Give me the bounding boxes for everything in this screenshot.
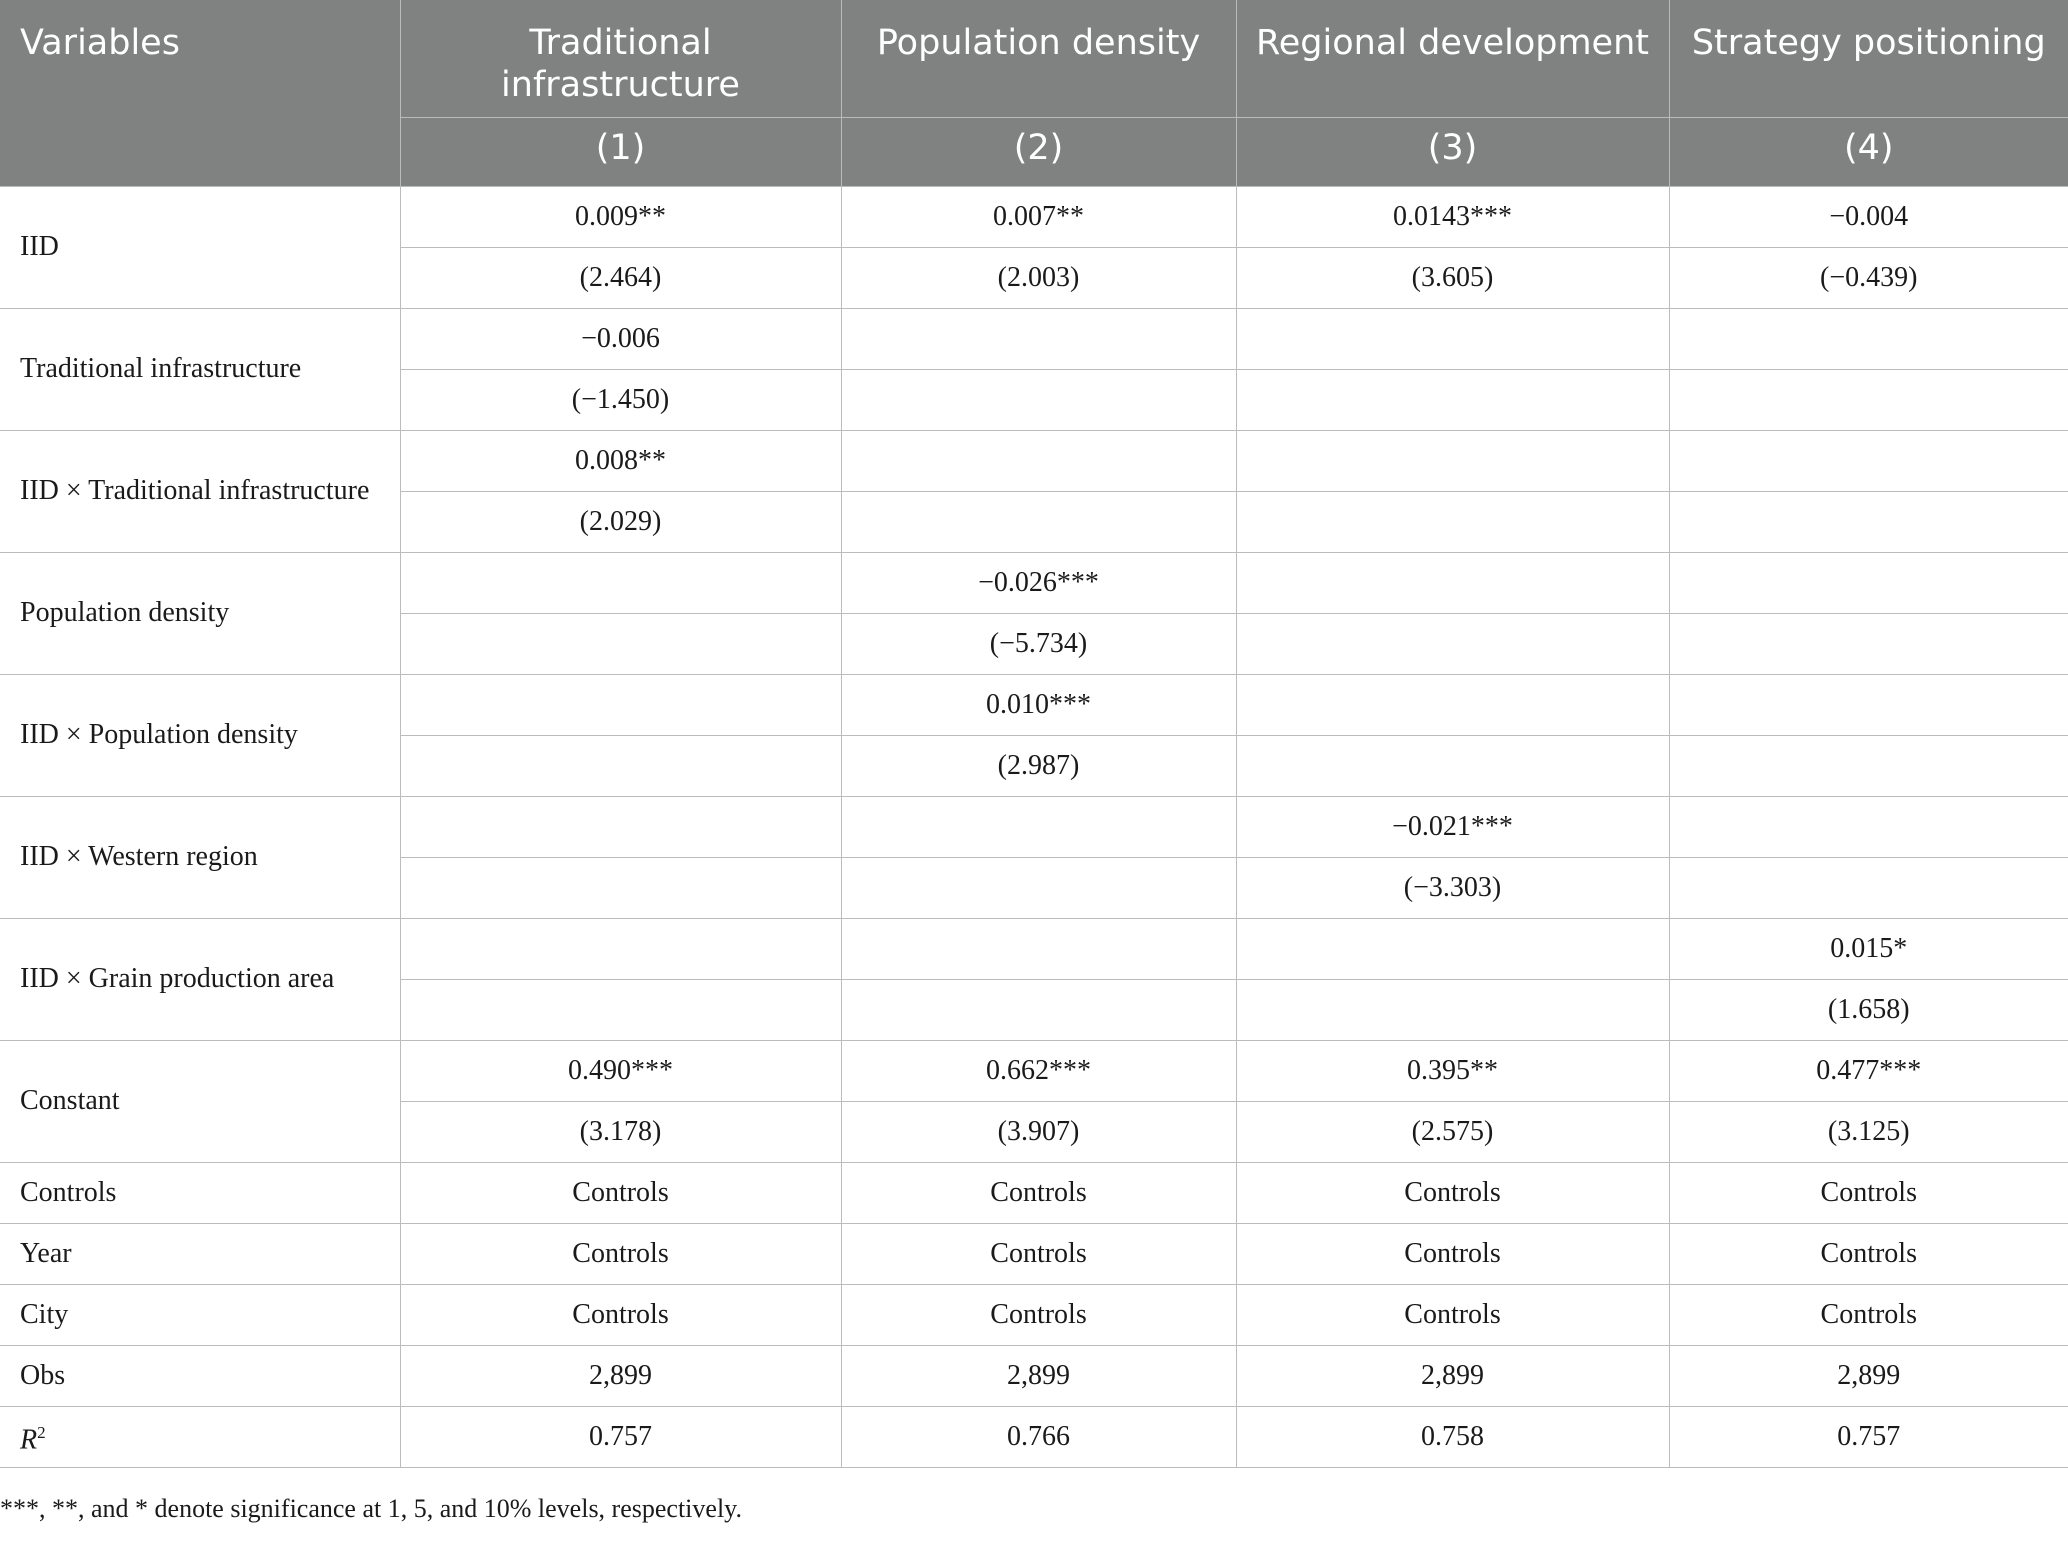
coef-cell (841, 796, 1236, 857)
value-cell: 2,899 (400, 1345, 841, 1406)
table-row (0, 1162, 2068, 1223)
tstat-cell (400, 979, 841, 1040)
coef-cell (1669, 552, 2068, 613)
row-label-population-density: Population density (0, 552, 400, 674)
value-cell: 0.758 (1236, 1406, 1669, 1467)
tstat-cell: (2.029) (400, 491, 841, 552)
value-cell: 2,899 (1236, 1345, 1669, 1406)
table-row (0, 552, 2068, 613)
table-header (0, 0, 2068, 186)
tstat-cell (1236, 491, 1669, 552)
table-row (0, 308, 2068, 369)
value-cell: Controls (1669, 1223, 2068, 1284)
r-squared-superscript: 2 (37, 1422, 46, 1442)
coef-cell: 0.0143*** (1236, 186, 1669, 247)
tstat-cell (841, 857, 1236, 918)
table-row (0, 1406, 2068, 1467)
coef-cell (841, 430, 1236, 491)
coef-cell (1236, 308, 1669, 369)
tstat-cell: (2.464) (400, 247, 841, 308)
tstat-cell (1669, 491, 2068, 552)
tstat-cell (1236, 613, 1669, 674)
tstat-cell (841, 491, 1236, 552)
row-label-r-squared (0, 1406, 400, 1467)
row-label-iid-population: IID × Population density (0, 674, 400, 796)
coef-cell (1669, 674, 2068, 735)
coef-cell: 0.662*** (841, 1040, 1236, 1101)
tstat-cell: (2.987) (841, 735, 1236, 796)
tstat-cell (841, 369, 1236, 430)
coef-cell: 0.007** (841, 186, 1236, 247)
value-cell: Controls (841, 1162, 1236, 1223)
value-cell: 2,899 (1669, 1345, 2068, 1406)
coef-cell: −0.026*** (841, 552, 1236, 613)
value-cell: 0.766 (841, 1406, 1236, 1467)
tstat-cell (841, 979, 1236, 1040)
coef-cell: 0.395** (1236, 1040, 1669, 1101)
value-cell: 2,899 (841, 1345, 1236, 1406)
table-row (0, 1284, 2068, 1345)
tstat-cell (400, 857, 841, 918)
row-label-iid: IID (0, 186, 400, 308)
coef-cell (1236, 430, 1669, 491)
tstat-cell: (1.658) (1669, 979, 2068, 1040)
column-header-3: Regional development (1236, 0, 1669, 117)
tstat-cell: (3.605) (1236, 247, 1669, 308)
value-cell: Controls (1236, 1284, 1669, 1345)
table-footnote: ***, **, and * denote significance at 1, 5, and 10% levels, respectively. (0, 1494, 742, 1523)
tstat-cell: (−1.450) (400, 369, 841, 430)
coef-cell (1669, 308, 2068, 369)
coef-cell: 0.010*** (841, 674, 1236, 735)
value-cell: Controls (400, 1223, 841, 1284)
tstat-cell (1236, 369, 1669, 430)
r-squared-base: R (20, 1424, 38, 1456)
tstat-cell: (2.003) (841, 247, 1236, 308)
tstat-cell: (−3.303) (1236, 857, 1669, 918)
coef-cell: 0.008** (400, 430, 841, 491)
row-label-iid-western: IID × Western region (0, 796, 400, 918)
value-cell: Controls (841, 1223, 1236, 1284)
coef-cell: 0.009** (400, 186, 841, 247)
tstat-cell: (−0.439) (1669, 247, 2068, 308)
column-header-2: Population density (841, 0, 1236, 117)
table-row (0, 674, 2068, 735)
column-number-1: (1) (400, 117, 841, 186)
coef-cell (1236, 918, 1669, 979)
tstat-cell: (−5.734) (841, 613, 1236, 674)
tstat-cell (1669, 613, 2068, 674)
row-label-year: Year (0, 1223, 400, 1284)
coef-cell: 0.490*** (400, 1040, 841, 1101)
coef-cell: −0.006 (400, 308, 841, 369)
table-row (0, 1345, 2068, 1406)
row-label-city: City (0, 1284, 400, 1345)
coef-cell (841, 308, 1236, 369)
value-cell: Controls (1236, 1223, 1669, 1284)
coef-cell (400, 674, 841, 735)
row-label-controls: Controls (0, 1162, 400, 1223)
coef-cell: 0.477*** (1669, 1040, 2068, 1101)
tstat-cell: (3.125) (1669, 1101, 2068, 1162)
value-cell: 0.757 (400, 1406, 841, 1467)
column-header-1: Traditional infrastructure (400, 0, 841, 117)
value-cell: Controls (1669, 1284, 2068, 1345)
row-label-iid-grain: IID × Grain production area (0, 918, 400, 1040)
table-row (0, 1040, 2068, 1101)
coef-cell: −0.021*** (1236, 796, 1669, 857)
coef-cell: −0.004 (1669, 186, 2068, 247)
coef-cell (400, 918, 841, 979)
table-row (0, 186, 2068, 247)
tstat-cell: (3.178) (400, 1101, 841, 1162)
row-label-constant: Constant (0, 1040, 400, 1162)
coef-cell (1669, 796, 2068, 857)
tstat-cell (400, 735, 841, 796)
value-cell: Controls (1236, 1162, 1669, 1223)
value-cell: Controls (400, 1284, 841, 1345)
tstat-cell: (3.907) (841, 1101, 1236, 1162)
row-label-traditional-infrastructure: Traditional infrastructure (0, 308, 400, 430)
column-number-3: (3) (1236, 117, 1669, 186)
coef-cell (841, 918, 1236, 979)
tstat-cell (1669, 369, 2068, 430)
coef-cell: 0.015* (1669, 918, 2068, 979)
table-row (0, 918, 2068, 979)
coef-cell (400, 552, 841, 613)
tstat-cell: (2.575) (1236, 1101, 1669, 1162)
variables-header: Variables (0, 0, 400, 186)
value-cell: Controls (841, 1284, 1236, 1345)
column-number-4: (4) (1669, 117, 2068, 186)
column-number-2: (2) (841, 117, 1236, 186)
column-header-4: Strategy positioning (1669, 0, 2068, 117)
table-row (0, 430, 2068, 491)
tstat-cell (400, 613, 841, 674)
row-label-obs: Obs (0, 1345, 400, 1406)
table-row (0, 1223, 2068, 1284)
value-cell: Controls (400, 1162, 841, 1223)
tstat-cell (1236, 735, 1669, 796)
value-cell: Controls (1669, 1162, 2068, 1223)
coef-cell (1236, 552, 1669, 613)
table-body (0, 186, 2068, 1467)
tstat-cell (1236, 979, 1669, 1040)
coef-cell (1236, 674, 1669, 735)
coef-cell (1669, 430, 2068, 491)
coef-cell (400, 796, 841, 857)
tstat-cell (1669, 857, 2068, 918)
value-cell: 0.757 (1669, 1406, 2068, 1467)
tstat-cell (1669, 735, 2068, 796)
row-label-iid-traditional: IID × Traditional infrastructure (0, 430, 400, 552)
table-row (0, 796, 2068, 857)
